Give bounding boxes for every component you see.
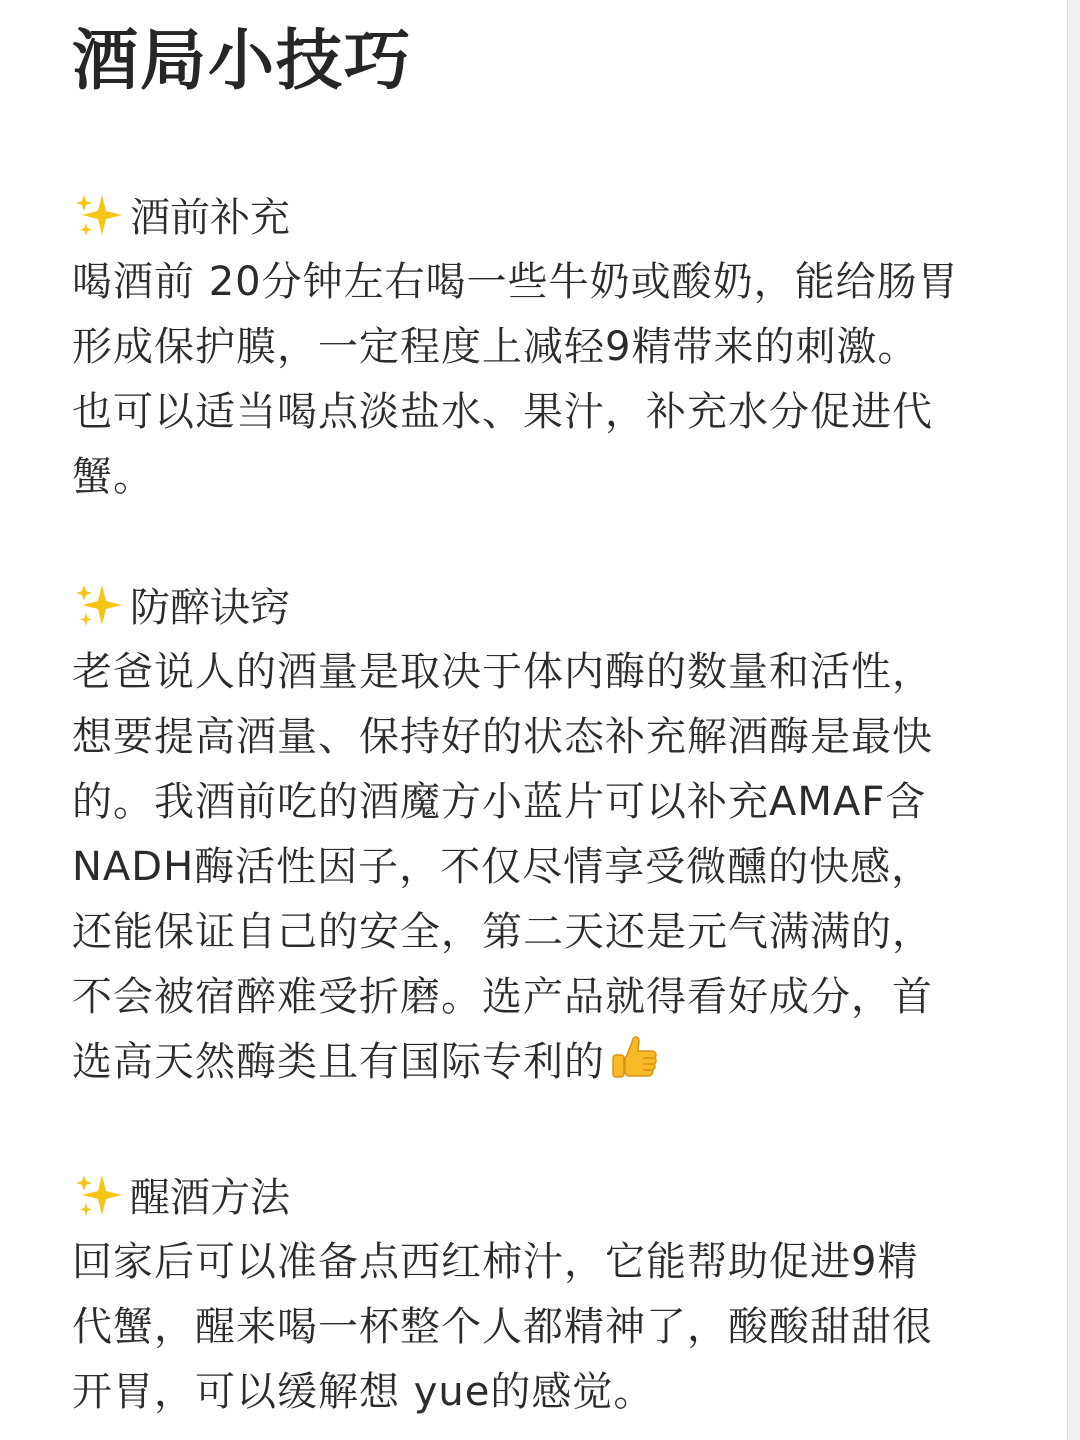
body-line: 形成保护膜，一定程度上减轻9精带来的刺激。 xyxy=(72,324,919,370)
sparkles-icon xyxy=(72,1171,128,1221)
body-line: 想要提高酒量、保持好的状态补充解酒酶是最快 xyxy=(72,714,933,760)
body-line: 代蟹，醒来喝一杯整个人都精神了，酸酸甜甜很 xyxy=(72,1304,933,1350)
body-line-text: 选高天然酶类且有国际专利的 xyxy=(72,1039,605,1085)
section-heading xyxy=(72,1166,1007,1230)
body-line: 喝酒前 20分钟左右喝一些牛奶或酸奶，能给肠胃 xyxy=(72,259,959,305)
section-anti-drunk xyxy=(72,576,1007,1095)
body-line: 回家后可以准备点西红柿汁，它能帮助促进9精 xyxy=(72,1239,919,1285)
body-line: 的。我酒前吃的酒魔方小蓝片可以补充AMAF含 xyxy=(72,779,927,825)
scrollbar[interactable] xyxy=(1067,0,1080,1440)
section-pre-drink xyxy=(72,186,1007,510)
section-heading xyxy=(72,576,1007,640)
body-line: 还能保证自己的安全，第二天还是元气满满的， xyxy=(72,909,933,955)
section-heading-text: 酒前补充 xyxy=(130,195,290,241)
section-sober-up xyxy=(72,1166,1007,1425)
body-line: 开胃，可以缓解想 yue的感觉。 xyxy=(72,1369,655,1415)
body-line: 老爸说人的酒量是取决于体内酶的数量和活性， xyxy=(72,649,933,695)
page-title: 酒局小技巧 xyxy=(72,22,412,99)
thumbs-up-icon xyxy=(607,1031,661,1085)
sparkles-icon xyxy=(72,191,128,241)
body-line: 不会被宿醉难受折磨。选产品就得看好成分，首 xyxy=(72,974,933,1020)
body-line: NADH酶活性因子，不仅尽情享受微醺的快感， xyxy=(72,844,933,890)
section-body xyxy=(72,250,1007,510)
section-body xyxy=(72,1230,1007,1425)
sparkles-icon xyxy=(72,581,128,631)
section-heading xyxy=(72,186,1007,250)
section-heading-text: 防醉诀窍 xyxy=(130,585,290,631)
body-line: 也可以适当喝点淡盐水、果汁，补充水分促进代 xyxy=(72,389,933,435)
body-line: 蟹。 xyxy=(72,454,154,500)
section-body xyxy=(72,640,1007,1095)
section-heading-text: 醒酒方法 xyxy=(130,1175,290,1221)
body-line-with-icon xyxy=(72,1030,1007,1095)
